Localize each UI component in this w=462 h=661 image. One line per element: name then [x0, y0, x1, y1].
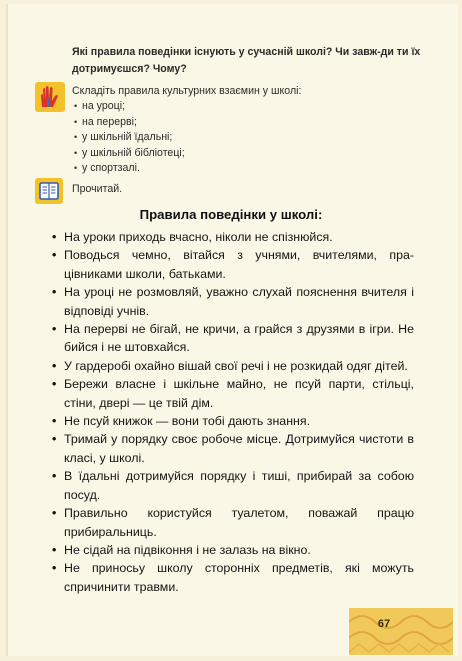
rule-item: • Не псуй книжок — вони тобі дають знання.: [52, 412, 414, 430]
task-item: • на уроці;: [74, 99, 185, 115]
discussion-question: Які правила поведінки існують у сучасній школі? Чи завж-ди ти їх дотримуєшся? Чому?: [72, 46, 421, 75]
task-item: • у шкільній їдальні;: [74, 130, 185, 146]
rule-item: • На уроці не розмовляй, уважно слухай пояснення вчителя і відповіді учнів.: [52, 283, 414, 320]
rule-item: • Не сідай на підвіконня і не залазь на вікно.: [52, 541, 414, 559]
rule-item: • У гардеробі охайно вішай свої речі і не розкидай одяг дітей.: [52, 357, 414, 375]
rule-item: • Бережи власне і шкільне майно, не псуй парти, стільці, стіни, двері — це твій дім.: [52, 375, 414, 412]
rule-item: • На уроки приходь вчасно, ніколи не спізнюйся.: [52, 228, 414, 246]
rule-item: • На перерві не бігай, не кричи, а грайся з друзями в ігри. Не бийся і не штовхайся.: [52, 320, 414, 357]
rule-item: • Поводься чемно, вітайся з учнями, вчителями, пра-цівниками школи, батьками.: [52, 246, 414, 283]
task-heading: Складіть правила культурних взаємин у школі:: [72, 85, 302, 97]
book-icon: [35, 178, 63, 204]
rules-list: [52, 228, 414, 596]
decorative-pattern: [349, 608, 453, 655]
rule-item: • Тримай у порядку своє робоче місце. Дотримуйся чистоти в класі, у школі.: [52, 430, 414, 467]
task-item: • у шкільній бібліотеці;: [74, 146, 185, 162]
rule-item: • Правильно користуйся туалетом, поважай працю прибиральниць.: [52, 504, 414, 541]
task-list: [74, 99, 185, 177]
page-number: 67: [377, 618, 391, 630]
rules-title: Правила поведінки у школі:: [139, 207, 323, 222]
task-item: • у спортзалі.: [74, 161, 185, 177]
read-instruction: Прочитай.: [72, 183, 123, 195]
task-item: • на перерві;: [74, 115, 185, 131]
hand-icon: [35, 82, 65, 112]
rule-item: • Не приносьу школу сторонніх предметів, які можуть спричинити травми.: [52, 559, 414, 596]
rule-item: • В їдальні дотримуйся порядку і тиші, прибирай за собою посуд.: [52, 467, 414, 504]
